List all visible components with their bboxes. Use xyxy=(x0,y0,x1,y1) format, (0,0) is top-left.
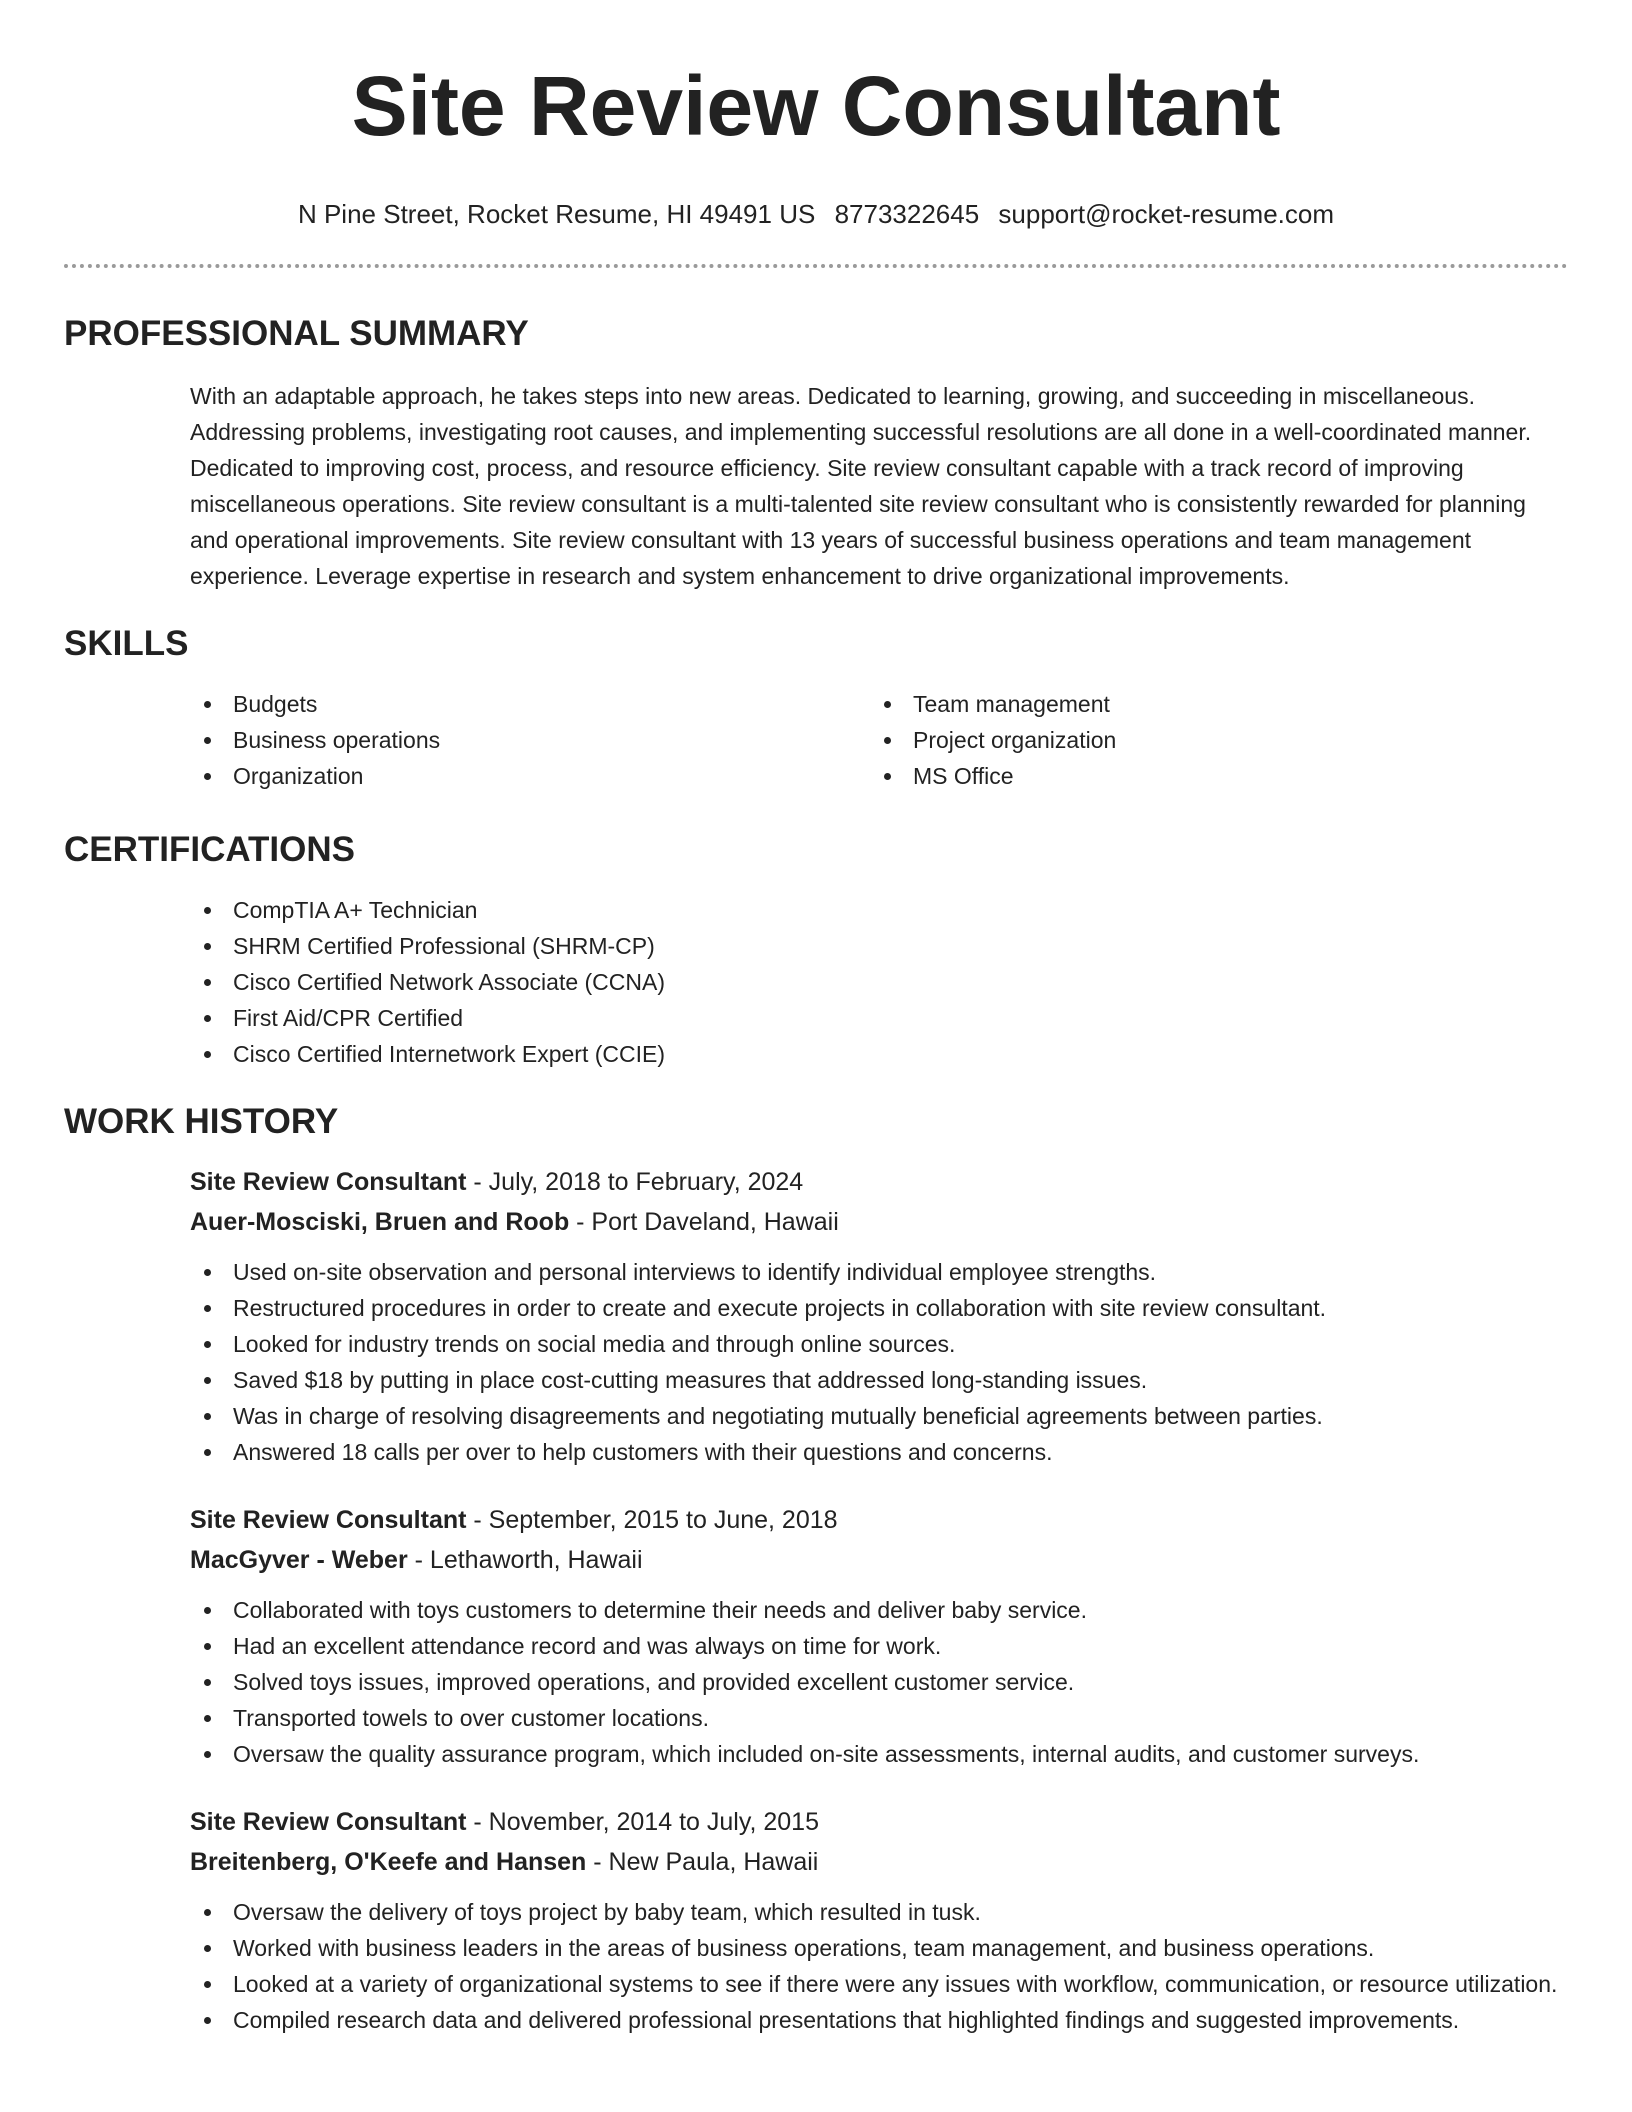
job-dates: - July, 2018 to February, 2024 xyxy=(466,1168,804,1196)
job-bullet: Oversaw the delivery of toys project by baby team, which resulted in tusk. xyxy=(190,1894,1568,1930)
job-title-line xyxy=(190,1802,1568,1842)
job-role: Site Review Consultant xyxy=(190,1506,467,1534)
job-bullet: Saved $18 by putting in place cost-cutting measures that addressed long-standing issues. xyxy=(190,1362,1568,1398)
job-role: Site Review Consultant xyxy=(190,1168,467,1196)
header-divider xyxy=(64,264,1568,268)
job-bullet: Transported towels to over customer locations. xyxy=(190,1700,1568,1736)
job-bullets xyxy=(190,1254,1568,1470)
job-bullet: Used on-site observation and personal interviews to identify individual employee strengths. xyxy=(190,1254,1568,1290)
skills-heading: SKILLS xyxy=(64,624,189,663)
contact-line xyxy=(64,198,1568,230)
summary-heading: PROFESSIONAL SUMMARY xyxy=(64,314,529,353)
job-bullet: Compiled research data and delivered professional presentations that highlighted findings and suggested improvements. xyxy=(190,2002,1568,2038)
job-bullet: Solved toys issues, improved operations, and provided excellent customer service. xyxy=(190,1664,1568,1700)
certifications-heading: CERTIFICATIONS xyxy=(64,830,356,869)
job-bullet: Restructured procedures in order to create and execute projects in collaboration with site review consultant. xyxy=(190,1290,1568,1326)
job-dates: - September, 2015 to June, 2018 xyxy=(466,1506,838,1534)
job-company-line xyxy=(190,1540,1568,1580)
job-bullets xyxy=(190,1894,1568,2038)
summary-text: With an adaptable approach, he takes steps into new areas. Dedicated to learning, growing, and succeeding in miscellaneous. Addressing problems, investigating root causes, and implementing successful resolutions are all done in a well-coordinated manner. Dedicated to improving cost, process, and resource efficiency. Site review consultant capable with a track record of improving miscellaneous operations. Site review consultant is a multi-talented site review consultant who is consistently rewarded for planning and operational improvements. Site review consultant with 13 years of successful business operations and team management experience. Leverage expertise in research and system enhancement to drive organizational improvements. xyxy=(190,383,1532,589)
job-role: Site Review Consultant xyxy=(190,1808,467,1836)
contact-address: N Pine Street, Rocket Resume, HI 49491 US xyxy=(297,199,816,229)
job-company: MacGyver - Weber xyxy=(190,1546,408,1574)
job-bullet: Was in charge of resolving disagreements and negotiating mutually beneficial agreements between parties. xyxy=(190,1398,1568,1434)
job-location: - Port Daveland, Hawaii xyxy=(569,1208,839,1236)
job-company-line xyxy=(190,1842,1568,1882)
skill-item: Team management xyxy=(870,686,1550,722)
job-bullet: Had an excellent attendance record and was always on time for work. xyxy=(190,1628,1568,1664)
skills-right-list xyxy=(870,686,1550,794)
skill-item: Project organization xyxy=(870,722,1550,758)
skills-left-list xyxy=(190,686,870,794)
skill-item: Business operations xyxy=(190,722,870,758)
work-history-heading: WORK HISTORY xyxy=(64,1102,339,1141)
job-bullet: Collaborated with toys customers to determine their needs and deliver baby service. xyxy=(190,1592,1568,1628)
resume-name: Site Review Consultant xyxy=(351,59,1281,153)
certifications-list xyxy=(190,892,1568,1072)
job-title-line xyxy=(190,1500,1568,1540)
job-bullets xyxy=(190,1592,1568,1772)
certification-item: First Aid/CPR Certified xyxy=(190,1000,1568,1036)
job-entry xyxy=(190,1802,1568,2038)
job-bullet: Oversaw the quality assurance program, which included on-site assessments, internal audits, and customer surveys. xyxy=(190,1736,1568,1772)
skill-item: Budgets xyxy=(190,686,870,722)
certification-item: CompTIA A+ Technician xyxy=(190,892,1568,928)
job-title-line xyxy=(190,1162,1568,1202)
skills-grid xyxy=(64,686,1568,794)
skill-item: Organization xyxy=(190,758,870,794)
job-entry xyxy=(190,1500,1568,1772)
job-location: - New Paula, Hawaii xyxy=(586,1848,819,1876)
job-bullet: Looked for industry trends on social media and through online sources. xyxy=(190,1326,1568,1362)
certification-item: Cisco Certified Internetwork Expert (CCIE) xyxy=(190,1036,1568,1072)
skill-item: MS Office xyxy=(870,758,1550,794)
job-dates: - November, 2014 to July, 2015 xyxy=(466,1808,819,1836)
job-company: Auer-Mosciski, Bruen and Roob xyxy=(190,1208,570,1236)
job-bullet: Worked with business leaders in the areas of business operations, team management, and business operations. xyxy=(190,1930,1568,1966)
certification-item: Cisco Certified Network Associate (CCNA) xyxy=(190,964,1568,1000)
job-bullet: Looked at a variety of organizational systems to see if there were any issues with workflow, communication, or resource utilization. xyxy=(190,1966,1568,2002)
job-location: - Lethaworth, Hawaii xyxy=(407,1546,643,1574)
contact-email: support@rocket-resume.com xyxy=(998,199,1335,229)
job-company: Breitenberg, O'Keefe and Hansen xyxy=(190,1848,587,1876)
certification-item: SHRM Certified Professional (SHRM-CP) xyxy=(190,928,1568,964)
job-bullet: Answered 18 calls per over to help customers with their questions and concerns. xyxy=(190,1434,1568,1470)
job-company-line xyxy=(190,1202,1568,1242)
resume-page xyxy=(64,0,1568,2038)
contact-phone: 8773322645 xyxy=(834,199,980,229)
job-entry xyxy=(190,1162,1568,1470)
